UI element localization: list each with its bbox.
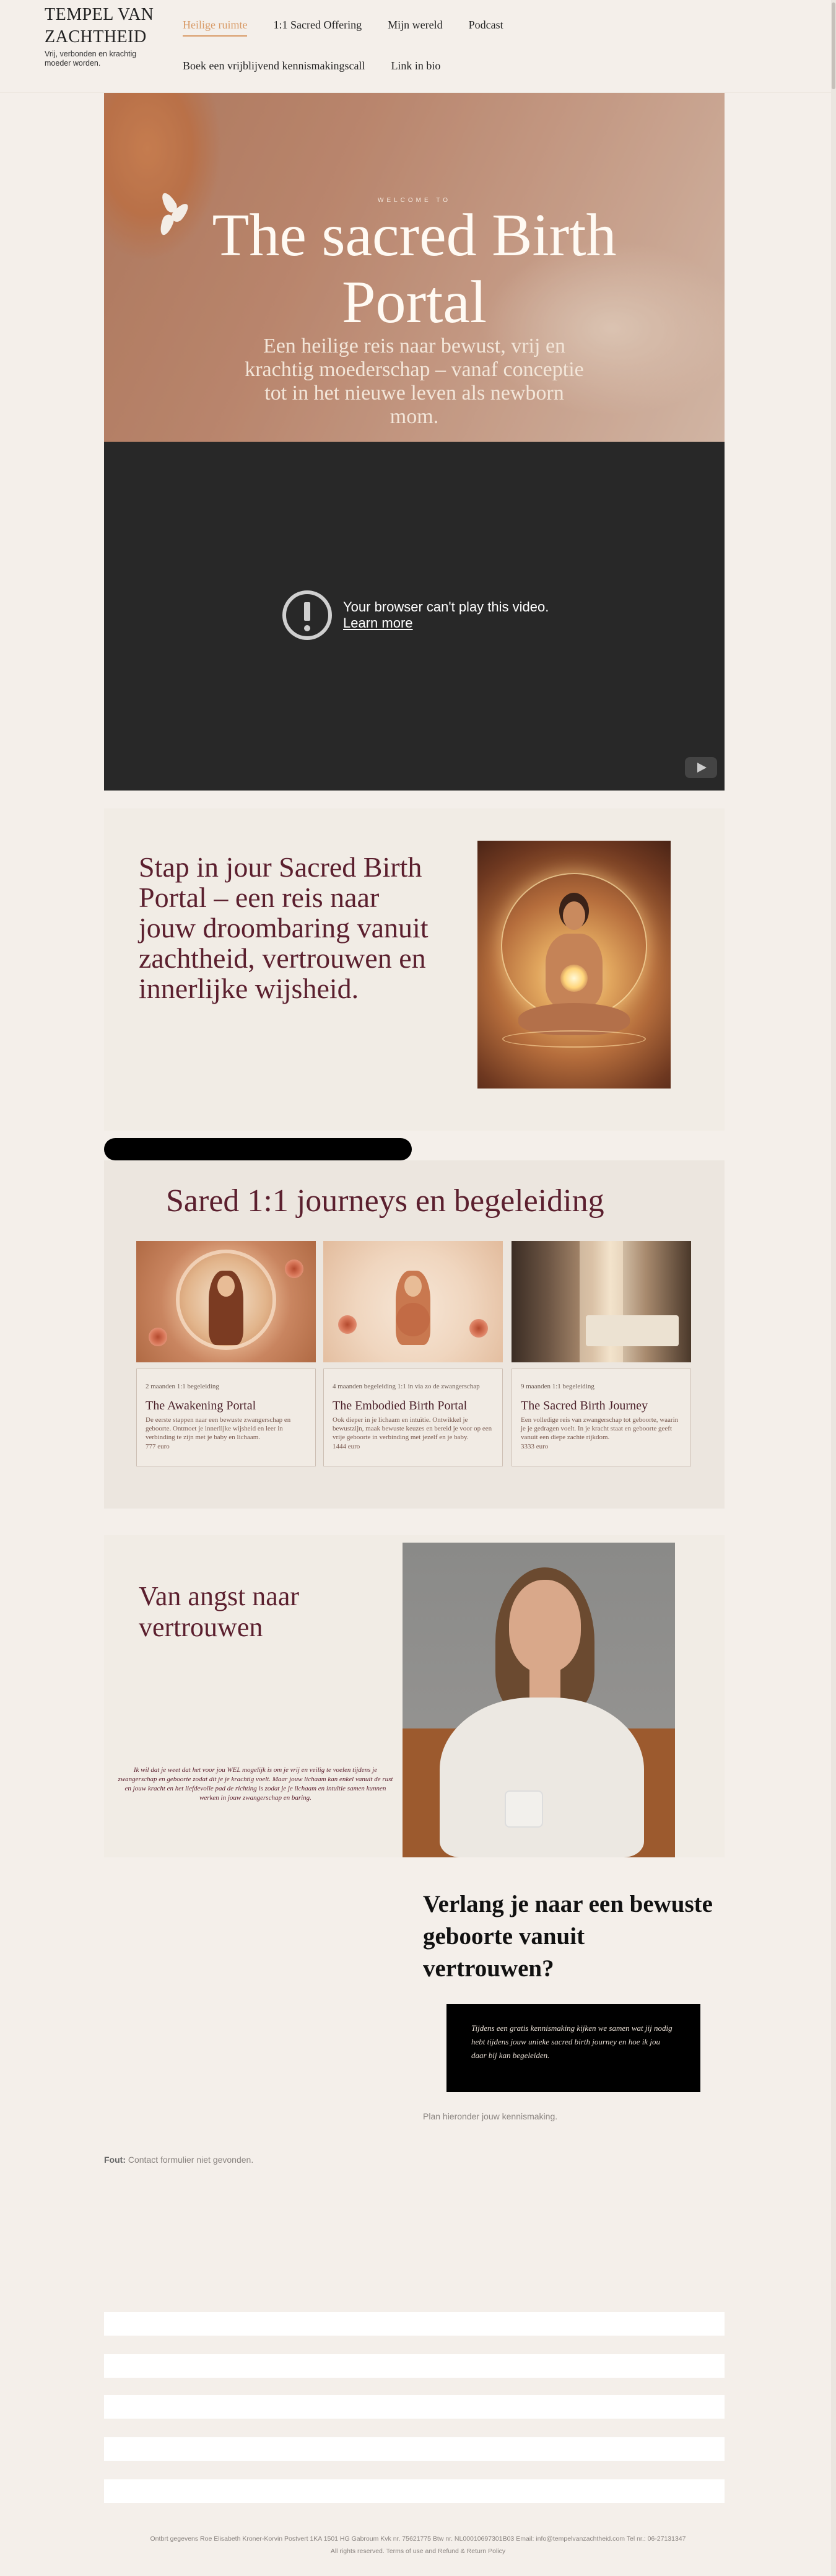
flower-icon (149, 1328, 167, 1346)
journeys-title: Sared 1:1 journeys en begeleiding (166, 1183, 604, 1219)
journey-card-embodied[interactable] (323, 1241, 503, 1466)
card-description: Een volledige reis van zwangerschap tot geboorte, waarin je je gedragen voelt. In je kracht staat en geboorte geeft vanuit een diepe zachte rijkdom. (521, 1416, 679, 1441)
card-price: 777 euro (146, 1443, 170, 1450)
site-header (0, 0, 836, 93)
figure-base (502, 1030, 646, 1048)
footer-links (0, 2545, 836, 2557)
alert-icon (282, 590, 332, 640)
main-nav-row-1 (183, 19, 503, 37)
face (509, 1580, 581, 1673)
belly-icon (396, 1303, 430, 1336)
main-nav-row-2 (183, 59, 440, 76)
card-description: Ook dieper in je lichaam en intuïtie. Ontwikkel je bewustzijn, maak bewuste keuzes en bereid je voor op een vrije geboorte in verbinding met jezelf en je baby. (333, 1416, 492, 1441)
footer-terms-link[interactable]: Terms of use and Refund & Return Policy (386, 2548, 506, 2555)
video-error-message: Your browser can't play this video. (343, 599, 549, 615)
card-image[interactable] (136, 1241, 316, 1362)
card-title[interactable]: The Embodied Birth Portal (333, 1399, 468, 1413)
logo[interactable] (45, 4, 156, 68)
logo-tagline: Vrij, verbonden en krachtig moeder worden. (45, 50, 137, 68)
card-body (323, 1369, 503, 1466)
learn-more-link[interactable]: Learn more (343, 615, 413, 631)
journey-card-sacred-birth[interactable] (512, 1241, 691, 1466)
page-scrollbar[interactable] (831, 0, 836, 2576)
card-meta: 4 maanden begeleiding 1:1 in via zo de zwangerschap (333, 1383, 480, 1390)
logo-title[interactable]: TEMPEL VAN ZACHTHEID (45, 5, 154, 46)
meditating-mother-illustration (477, 841, 671, 1089)
cta-box (446, 2004, 700, 2092)
sweater (440, 1698, 644, 1857)
woman-face (217, 1276, 235, 1297)
hero-title: The sacred Birth Portal (212, 202, 617, 336)
intro-section (104, 808, 725, 1131)
form-error-label: Fout: (104, 2155, 126, 2165)
form-field-placeholder[interactable] (104, 2479, 725, 2503)
mug-icon (505, 1790, 543, 1828)
card-body (136, 1369, 316, 1466)
form-field-placeholder[interactable] (104, 2395, 725, 2419)
black-pill-bar (104, 1138, 412, 1160)
woman-face (404, 1276, 422, 1297)
scrollbar-thumb[interactable] (832, 2, 835, 89)
journey-card-awakening[interactable] (136, 1241, 316, 1466)
video-error (282, 590, 549, 640)
card-title[interactable]: The Awakening Portal (146, 1399, 256, 1413)
card-body (512, 1369, 691, 1466)
nav-item-link-in-bio[interactable]: Link in bio (391, 59, 441, 72)
form-error (104, 2155, 253, 2165)
form-error-message: Contact formulier niet gevonden. (128, 2155, 254, 2165)
form-field-placeholder[interactable] (104, 2354, 725, 2378)
cta-title: Verlang je naar een bewuste geboorte vanuit vertrouwen? (423, 1891, 713, 1982)
hero-banner (104, 93, 725, 442)
card-meta: 9 maanden 1:1 begeleiding (521, 1383, 594, 1390)
card-image[interactable] (512, 1241, 691, 1362)
nav-item-heilige-ruimte[interactable]: Heilige ruimte (183, 19, 247, 37)
glow-icon (560, 965, 588, 992)
site-footer (0, 2533, 836, 2557)
flower-icon (285, 1260, 303, 1278)
video-player[interactable] (104, 442, 725, 791)
flower-icon (469, 1319, 488, 1338)
footer-rights: All rights reserved. (330, 2548, 385, 2555)
nav-item-sacred-offering[interactable]: 1:1 Sacred Offering (273, 19, 362, 31)
intro-title: Stap in jour Sacred Birth Portal – een reis naar jouw droombaring vanuit zachtheid, vertrouwen en innerlijke wijsheid. (139, 851, 429, 1004)
about-section (104, 1535, 725, 1857)
figure-head (563, 901, 585, 930)
card-price: 3333 euro (521, 1443, 549, 1450)
nav-item-kennismakingscall[interactable]: Boek een vrijblijvend kennismakingscall (183, 59, 365, 72)
flower-icon (338, 1315, 357, 1334)
card-meta: 2 maanden 1:1 begeleiding (146, 1383, 219, 1390)
footer-company-info: Ontbrt gegevens Roe Elisabeth Kroner-Korvin Postvert 1KA 1501 HG Gabroum Kvk nr. 75621775 Btw nr. NL00010697301B03 Email: info@tempelvanzachtheid.com Tel nr.: 06-27131347 (150, 2535, 686, 2543)
plan-text: Plan hieronder jouw kennismaking. (423, 2111, 558, 2121)
about-title: Van angst naar vertrouwen (139, 1581, 300, 1642)
portrait-photo (403, 1543, 675, 1857)
hero-kicker: WELCOME TO (378, 197, 451, 204)
hero-subtitle: Een heilige reis naar bewust, vrij en krachtig moederschap – vanaf conceptie tot in het nieuwe leven als newborn mom. (245, 335, 584, 428)
journeys-section (104, 1160, 725, 1509)
form-field-placeholder[interactable] (104, 2437, 725, 2461)
card-price: 1444 euro (333, 1443, 360, 1450)
nav-item-mijn-wereld[interactable]: Mijn wereld (388, 19, 443, 31)
about-text: Ik wil dat je weet dat het voor jou WEL mogelijk is om je vrij en veilig te voelen tijdens je zwangerschap en geboorte zodat dit je je krachtig voelt. Maar jouw lichaam kan enkel vanuit de rust en jouw kracht en het liefdevolle pad de richting is zodat je je lichaam en intuïtie samen kunnen werken in jouw zwangerschap en baring. (118, 1766, 393, 1802)
card-description: De eerste stappen naar een bewuste zwangerschap en geboorte. Ontmoet je innerlijke wijsheid en leer in verbinding te zijn met je baby en lichaam. (146, 1416, 291, 1441)
youtube-icon[interactable] (685, 757, 717, 778)
card-title[interactable]: The Sacred Birth Journey (521, 1399, 648, 1413)
card-image[interactable] (323, 1241, 503, 1362)
bed-icon (586, 1315, 679, 1346)
nav-item-podcast[interactable]: Podcast (468, 19, 503, 31)
form-field-placeholder[interactable] (104, 2312, 725, 2336)
cta-box-text: Tijdens een gratis kennismaking kijken we samen wat jij nodig hebt tijdens jouw unieke sacred birth journey en hoe ik jou daar bij kan begeleiden. (471, 2023, 673, 2060)
petal-icon (158, 213, 176, 237)
